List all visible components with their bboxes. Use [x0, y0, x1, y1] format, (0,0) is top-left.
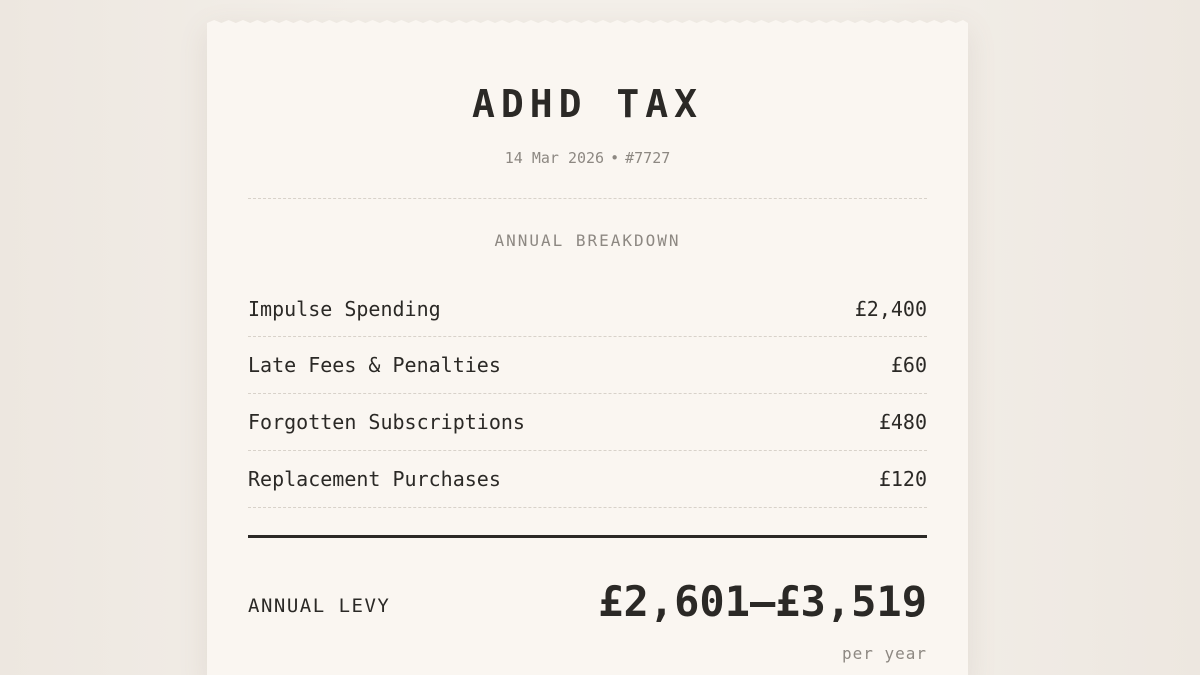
line-item-amount: £2,400: [854, 296, 927, 321]
line-item-amount: £480: [878, 410, 927, 434]
receipt-meta: [248, 148, 927, 168]
receipt-torn-edge: [207, 20, 968, 31]
receipt-number: #7727: [625, 149, 671, 167]
meta-separator: •: [610, 149, 620, 167]
line-item-amount: £120: [878, 467, 927, 491]
receipt-date: 14 Mar 2026: [504, 149, 605, 167]
total-note: per year: [841, 644, 927, 663]
line-item-label: Impulse Spending: [248, 296, 441, 321]
line-item: [248, 394, 927, 451]
section-label: ANNUAL BREAKDOWN: [494, 231, 681, 250]
total-amount: £2,601–£3,519: [598, 576, 927, 626]
header-divider: [248, 198, 927, 199]
receipt-title: ADHD TAX: [471, 82, 704, 126]
line-item-amount: £60: [890, 353, 927, 377]
line-item: [248, 451, 927, 508]
line-item: [248, 337, 927, 394]
line-item-label: Replacement Purchases: [248, 467, 501, 491]
line-items: [248, 281, 927, 508]
receipt: [207, 30, 968, 675]
line-item-label: Late Fees & Penalties: [248, 353, 501, 377]
line-item-label: Forgotten Subscriptions: [248, 410, 525, 434]
total-row: [248, 575, 927, 627]
line-item: [248, 281, 927, 337]
total-rule: [248, 535, 927, 538]
total-label: ANNUAL LEVY: [248, 595, 391, 617]
